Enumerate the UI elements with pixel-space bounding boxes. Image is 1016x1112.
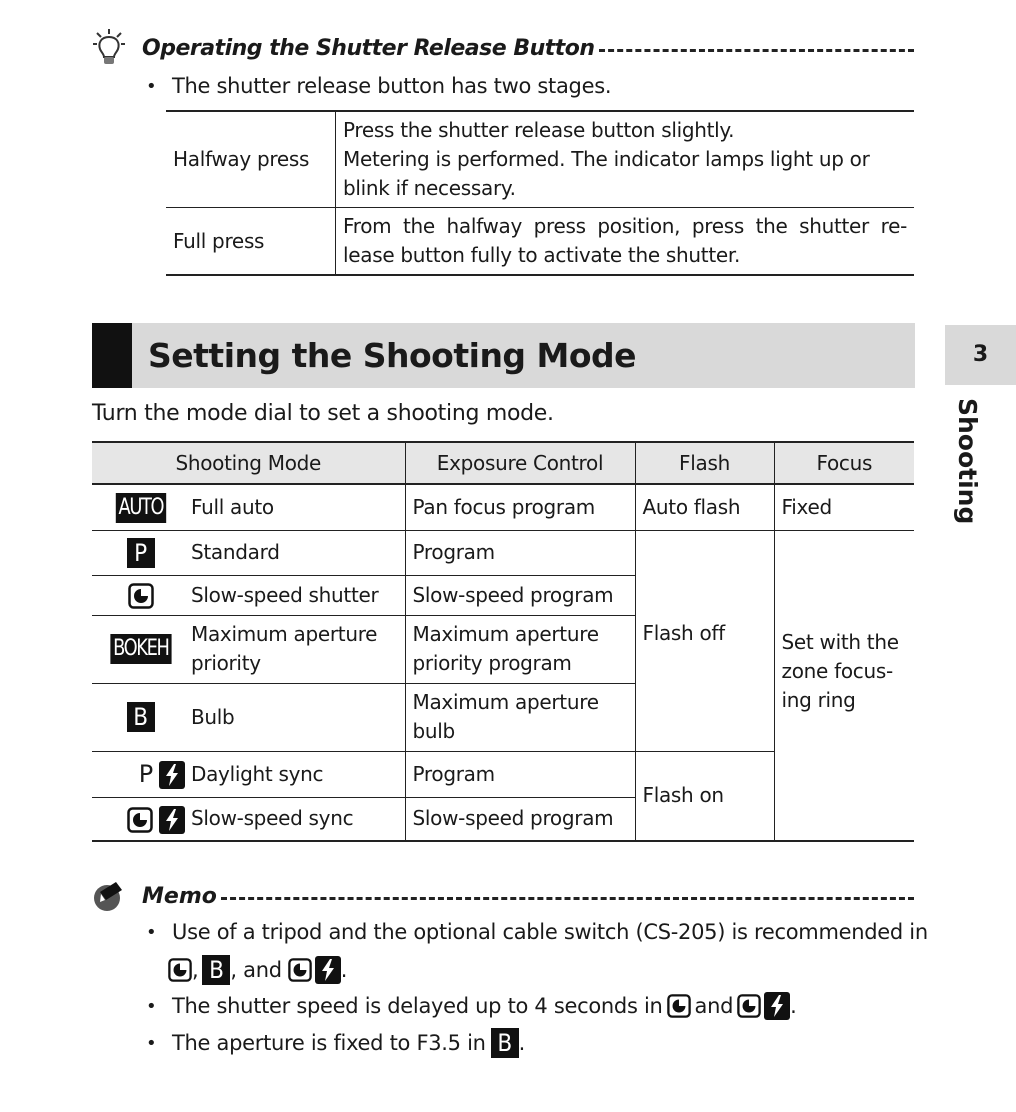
slow-shutter-icon xyxy=(288,958,312,982)
table-row xyxy=(92,484,914,530)
exposure-control: Program xyxy=(405,530,635,575)
header-flash: Flash xyxy=(635,442,774,484)
tip-title: Operating the Shutter Release Button xyxy=(142,35,595,61)
bokeh-icon: BOKEH xyxy=(110,634,171,664)
header-exposure-control: Exposure Control xyxy=(405,442,635,484)
stage-description: Press the shutter release button slightly. Metering is performed. The indicator lamps light up or blink if necessary. xyxy=(343,118,870,200)
tip-bullet: • The shutter release button has two stages. xyxy=(146,74,612,98)
p-icon: P xyxy=(127,538,155,568)
flash-setting: Flash off xyxy=(635,530,774,751)
mode-name: Slow-speed shutter xyxy=(189,575,405,615)
flash-icon xyxy=(315,956,341,984)
chapter-number-tab: 3 xyxy=(945,325,1016,385)
table-header-row xyxy=(92,442,914,484)
memo-bullet-2: • The shutter speed is delayed up to 4 seconds in and . xyxy=(146,994,797,1018)
b-icon: B xyxy=(202,955,230,985)
exposure-control: Maximum aperture priority program xyxy=(405,615,635,683)
mode-name: Slow-speed sync xyxy=(189,797,405,841)
exposure-control: Maximum aperture bulb xyxy=(405,683,635,751)
section-title: Setting the Shooting Mode xyxy=(148,336,637,375)
heading-dash-line xyxy=(599,49,914,52)
mode-name: Maximum aperture priority xyxy=(189,615,405,683)
mode-name: Standard xyxy=(189,530,405,575)
b-icon: B xyxy=(127,702,155,732)
flash-icon xyxy=(159,806,185,834)
memo-icon xyxy=(92,878,126,914)
shutter-stage-table xyxy=(166,110,914,276)
memo-title: Memo xyxy=(142,883,217,909)
flash-setting: Auto flash xyxy=(635,484,774,530)
flash-icon xyxy=(159,761,185,789)
table-row xyxy=(166,208,914,276)
memo-heading xyxy=(92,876,914,916)
exposure-control: Pan focus program xyxy=(405,484,635,530)
flash-setting: Flash on xyxy=(635,751,774,841)
stage-label: Full press xyxy=(166,208,336,276)
section-intro: Turn the mode dial to set a shooting mode. xyxy=(92,401,554,426)
tip-heading xyxy=(92,28,914,68)
stage-label: Halfway press xyxy=(166,111,336,208)
slow-shutter-icon xyxy=(667,994,691,1018)
shooting-mode-table xyxy=(92,441,914,842)
memo-bullet-1-icons: , B , and . xyxy=(168,955,347,985)
mode-name: Bulb xyxy=(189,683,405,751)
focus-setting: Fixed xyxy=(774,484,914,530)
header-focus: Focus xyxy=(774,442,914,484)
b-icon: B xyxy=(491,1028,519,1058)
flash-icon xyxy=(764,992,790,1020)
p-flash-icon: P xyxy=(138,760,153,788)
memo-bullet-3: • The aperture is fixed to F3.5 in B . xyxy=(146,1029,526,1057)
exposure-control: Program xyxy=(405,751,635,797)
slow-shutter-icon xyxy=(127,807,153,833)
exposure-control: Slow-speed program xyxy=(405,575,635,615)
mode-name: Daylight sync xyxy=(189,751,405,797)
slow-shutter-icon xyxy=(128,583,154,609)
header-shooting-mode: Shooting Mode xyxy=(92,442,405,484)
table-row xyxy=(166,111,914,208)
memo-bullet-1: • Use of a tripod and the optional cable switch (CS-205) is recommended in xyxy=(146,920,928,944)
focus-setting: Set with the zone focus- ing ring xyxy=(774,530,914,841)
exposure-control: Slow-speed program xyxy=(405,797,635,841)
heading-dash-line xyxy=(221,897,914,900)
slow-shutter-icon xyxy=(737,994,761,1018)
auto-icon: AUTO xyxy=(115,493,165,523)
lightbulb-icon xyxy=(92,28,126,68)
chapter-label: Shooting xyxy=(953,398,982,525)
stage-description: From the halfway press position, press the shutter re- lease button fully to activate the shutter. xyxy=(336,208,915,276)
table-row xyxy=(92,530,914,575)
section-header-marker xyxy=(92,323,132,388)
mode-name: Full auto xyxy=(189,484,405,530)
slow-shutter-icon xyxy=(168,958,192,982)
